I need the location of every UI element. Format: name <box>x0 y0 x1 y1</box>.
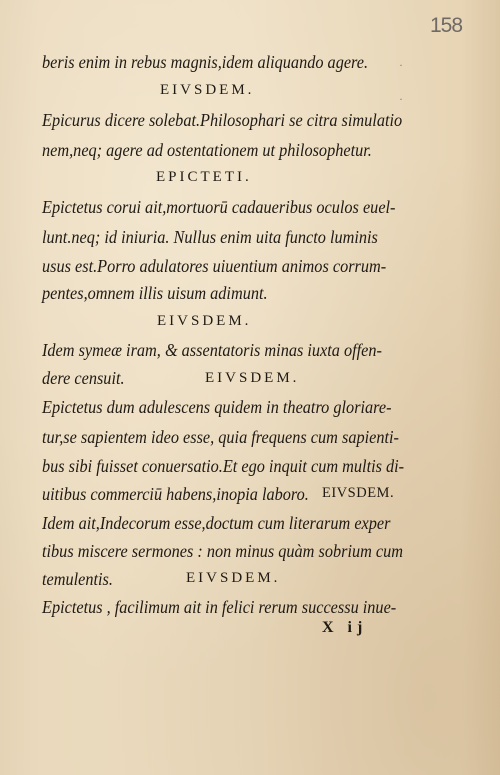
text-line: tibus miscere sermones : non minus quàm sobrium cum <box>42 541 404 561</box>
text-line: uitibus commerciū habens,inopia laboro. <box>42 484 309 504</box>
signature-mark: X ij <box>322 619 368 636</box>
text-line: Idem symeæ iram, & assentatoris minas iuxta offen- <box>42 340 382 360</box>
folio-number: 158 <box>430 14 463 37</box>
margin-dot: · <box>399 92 403 106</box>
section-heading: EIVSDEM. <box>160 82 255 98</box>
text-line: Idem ait,Indecorum esse,doctum cum literarum exper <box>42 513 391 533</box>
section-heading: EPICTETI. <box>156 169 252 185</box>
margin-dot: · <box>399 58 403 72</box>
text-line: temulentis. <box>42 569 113 589</box>
section-heading: EIVSDEM. <box>186 570 281 586</box>
section-heading: EIVSDEM. <box>322 485 395 501</box>
text-line: usus est.Porro adulatores uiuentium animos corrum- <box>42 256 387 276</box>
section-heading: EIVSDEM. <box>157 313 252 329</box>
section-heading: EIVSDEM. <box>205 370 300 386</box>
text-line: lunt.neq; id iniuria. Nullus enim uita functo luminis <box>42 227 378 247</box>
text-line: Epictetus , facilimum ait in felici rerum successu inue- <box>42 597 397 617</box>
text-line: nem,neq; agere ad ostentationem ut philosophetur. <box>42 140 372 160</box>
text-line: bus sibi fuisset conuersatio.Et ego inquit cum multis di- <box>42 456 405 476</box>
text-line: Epictetus corui ait,mortuorū cadaueribus oculos euel- <box>42 197 396 217</box>
text-line: Epicurus dicere solebat.Philosophari se citra simulatio <box>42 110 403 130</box>
text-line: pentes,omnem illis uisum adimunt. <box>42 283 268 303</box>
text-line: Epictetus dum adulescens quidem in theatro gloriare- <box>42 397 392 417</box>
text-line: beris enim in rebus magnis,idem aliquando agere. <box>42 52 369 72</box>
text-line: dere censuit. <box>42 368 125 388</box>
text-line: tur,se sapientem ideo esse, quia frequens cum sapienti- <box>42 427 399 447</box>
